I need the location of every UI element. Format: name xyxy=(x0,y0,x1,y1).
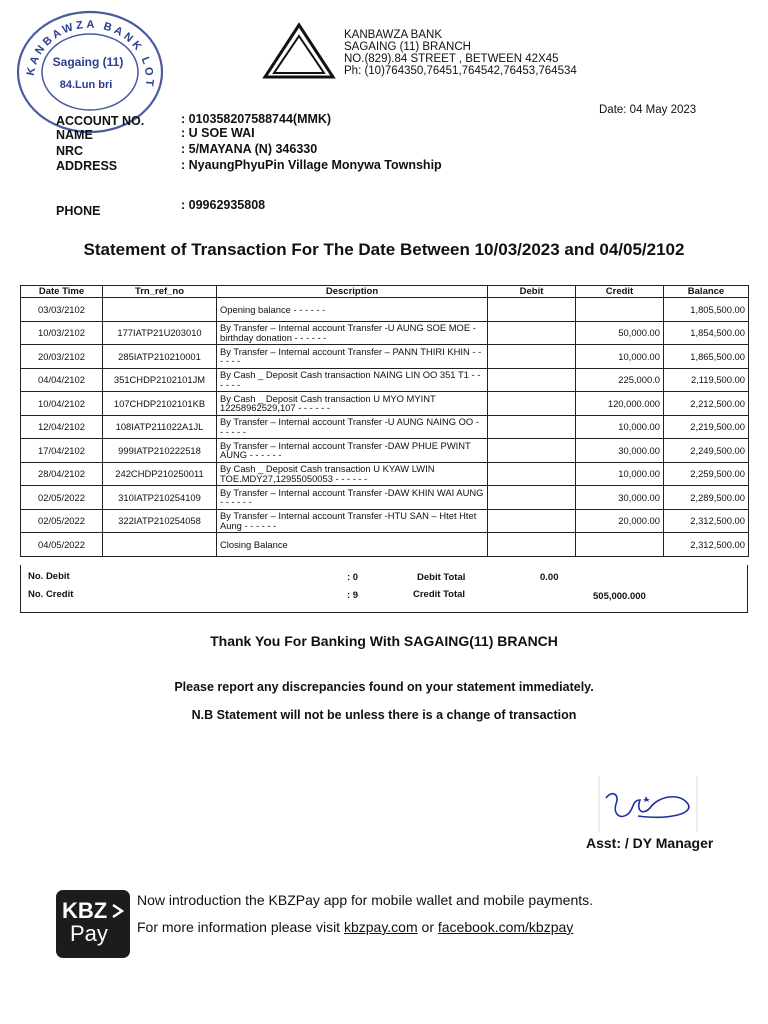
cell-ref: 322IATP210254058 xyxy=(103,509,217,533)
cell-date: 17/04/2102 xyxy=(21,439,103,463)
no-credit-label: No. Credit xyxy=(28,589,74,600)
address-label: ADDRESS xyxy=(56,159,118,173)
cell-date: 04/05/2022 xyxy=(21,533,103,557)
debit-total-label: Debit Total xyxy=(417,572,466,583)
cell-ref: 310IATP210254109 xyxy=(103,486,217,510)
kbzpay-website-link[interactable]: kbzpay.com xyxy=(343,919,418,935)
debit-total-value: 0.00 xyxy=(540,572,559,583)
table-body xyxy=(21,298,749,557)
phone-label: PHONE xyxy=(56,204,101,218)
cell-credit: 50,000.00 xyxy=(576,321,664,345)
kbzpay-facebook-link[interactable]: facebook.com/kbzpay xyxy=(437,919,574,935)
table-row xyxy=(21,462,749,486)
table-row xyxy=(21,392,749,416)
cell-description: By Transfer – Internal account Transfer -HTU SAN – Htet Htet Aung - - - - - - xyxy=(217,509,488,533)
credit-total-value: 505,000.000 xyxy=(593,591,646,602)
cell-description: By Transfer – Internal account Transfer -U AUNG SOE MOE -birthday donation - - - - - - xyxy=(217,321,488,345)
cell-balance: 1,805,500.00 xyxy=(664,298,749,322)
cell-ref: 285IATP210210001 xyxy=(103,345,217,369)
cell-description: By Cash _ Deposit Cash transaction U MYO MYINT 12258962529,107 - - - - - - xyxy=(217,392,488,416)
table-row xyxy=(21,415,749,439)
kbzpay-logo-top: KBZ xyxy=(62,898,108,923)
cell-date: 02/05/2022 xyxy=(21,486,103,510)
table-row xyxy=(21,509,749,533)
table-row xyxy=(21,298,749,322)
cell-balance: 1,854,500.00 xyxy=(664,321,749,345)
note-message: N.B Statement will not be unless there is a change of transaction xyxy=(191,708,577,722)
cell-date: 10/03/2102 xyxy=(21,321,103,345)
table-row xyxy=(21,345,749,369)
cell-credit: 120,000.000 xyxy=(576,392,664,416)
cell-description: By Transfer – Internal account Transfer – PANN THIRI KHIN - - - - - - xyxy=(217,345,488,369)
name-label: NAME xyxy=(56,128,93,142)
table-row xyxy=(21,439,749,463)
col-header: Date Time xyxy=(21,286,103,298)
statement-date: Date: 04 May 2023 xyxy=(599,104,697,116)
cell-debit xyxy=(488,298,576,322)
stamp-line2: 84.Lun bri xyxy=(59,79,113,91)
bank-info xyxy=(344,29,577,77)
cell-credit xyxy=(576,298,664,322)
cell-ref: 999IATP210222518 xyxy=(103,439,217,463)
stamp-ring-text: KANBAWZA BANK LOT xyxy=(24,18,156,90)
cell-debit xyxy=(488,439,576,463)
credit-total-label: Credit Total xyxy=(413,589,466,600)
cell-description: By Transfer – Internal account Transfer -DAW PHUE PWINT AUNG - - - - - - xyxy=(217,439,488,463)
table-row xyxy=(21,533,749,557)
signature xyxy=(598,776,698,832)
cell-date: 04/04/2102 xyxy=(21,368,103,392)
no-debit-label: No. Debit xyxy=(28,571,70,582)
col-header: Description xyxy=(217,286,488,298)
table-header-row xyxy=(21,286,749,298)
cell-credit: 20,000.00 xyxy=(576,509,664,533)
account-no-label: ACCOUNT NO. xyxy=(56,114,145,128)
col-header: Balance xyxy=(664,286,749,298)
col-header: Debit xyxy=(488,286,576,298)
promo-line1: Now introduction the KBZPay app for mobile wallet and mobile payments. xyxy=(137,892,594,908)
bank-phone: Ph: (10)764350,76451,764542,76453,764534 xyxy=(344,65,577,77)
cell-date: 02/05/2022 xyxy=(21,509,103,533)
cell-debit xyxy=(488,345,576,369)
cell-debit xyxy=(488,368,576,392)
cell-credit: 10,000.00 xyxy=(576,415,664,439)
cell-date: 12/04/2102 xyxy=(21,415,103,439)
cell-credit: 30,000.00 xyxy=(576,486,664,510)
promo-line2-mid: or xyxy=(417,919,438,935)
cell-debit xyxy=(488,509,576,533)
bank-branch: SAGAING (11) BRANCH xyxy=(344,41,471,53)
promo-line2-prefix: For more information please visit xyxy=(137,919,344,935)
cell-description: By Cash _ Deposit Cash transaction U KYAW LWIN TOE.MDY27,12955050053 - - - - - - xyxy=(217,462,488,486)
stamp-line1: Sagaing (11) xyxy=(52,55,124,69)
cell-date: 20/03/2102 xyxy=(21,345,103,369)
cell-debit xyxy=(488,415,576,439)
no-debit-value: : 0 xyxy=(347,572,359,583)
cell-description: Closing Balance xyxy=(217,533,488,557)
cell-date: 28/04/2102 xyxy=(21,462,103,486)
signer-title: Asst: / DY Manager xyxy=(586,835,714,851)
cell-date: 10/04/2102 xyxy=(21,392,103,416)
table-row xyxy=(21,486,749,510)
cell-credit: 30,000.00 xyxy=(576,439,664,463)
kbzpay-logo-bottom: Pay xyxy=(70,921,108,946)
cell-ref xyxy=(103,533,217,557)
bank-name: KANBAWZA BANK xyxy=(344,29,442,41)
name-value: : U SOE WAI xyxy=(181,126,255,140)
cell-description: By Transfer – Internal account Transfer -DAW KHIN WAI AUNG - - - - - - xyxy=(217,486,488,510)
address-value: : NyaungPhyuPin Village Monywa Township xyxy=(181,158,442,172)
cell-debit xyxy=(488,321,576,345)
cell-balance: 1,865,500.00 xyxy=(664,345,749,369)
table-row xyxy=(21,368,749,392)
cell-debit xyxy=(488,486,576,510)
account-no-value: : 010358207588744(MMK) xyxy=(181,112,332,126)
cell-description: By Transfer – Internal account Transfer -U AUNG NAING OO - - - - - - xyxy=(217,415,488,439)
transactions-table xyxy=(20,285,749,557)
cell-balance: 2,312,500.00 xyxy=(664,509,749,533)
cell-ref: 107CHDP2102101KB xyxy=(103,392,217,416)
cell-balance: 2,259,500.00 xyxy=(664,462,749,486)
thanks-message: Thank You For Banking With SAGAING(11) BRANCH xyxy=(210,633,558,649)
cell-balance: 2,119,500.00 xyxy=(664,368,749,392)
bank-address: NO.(829).84 STREET , BETWEEN 42X45 xyxy=(344,53,559,65)
col-header: Trn_ref_no xyxy=(103,286,217,298)
promo-line2 xyxy=(137,919,573,935)
col-header: Credit xyxy=(576,286,664,298)
cell-balance: 2,312,500.00 xyxy=(664,533,749,557)
statement-title: Statement of Transaction For The Date Between 10/03/2023 and 04/05/2102 xyxy=(83,240,685,259)
cell-balance: 2,249,500.00 xyxy=(664,439,749,463)
table-row xyxy=(21,321,749,345)
report-message: Please report any discrepancies found on your statement immediately. xyxy=(174,680,594,694)
no-credit-value: : 9 xyxy=(347,590,359,601)
cell-ref: 177IATP21U203010 xyxy=(103,321,217,345)
cell-credit: 10,000.00 xyxy=(576,345,664,369)
cell-balance: 2,289,500.00 xyxy=(664,486,749,510)
kbzpay-chevron-icon xyxy=(112,904,124,918)
totals-summary xyxy=(20,565,748,613)
cell-balance: 2,212,500.00 xyxy=(664,392,749,416)
cell-ref: 351CHDP2102101JM xyxy=(103,368,217,392)
cell-ref: 242CHDP210250011 xyxy=(103,462,217,486)
kbzpay-logo xyxy=(56,890,130,958)
cell-ref xyxy=(103,298,217,322)
nrc-value: : 5/MAYANA (N) 346330 xyxy=(181,142,318,156)
cell-credit xyxy=(576,533,664,557)
cell-description: By Cash _ Deposit Cash transaction NAING LIN OO 351 T1 - - - - - - xyxy=(217,368,488,392)
cell-debit xyxy=(488,533,576,557)
nrc-label: NRC xyxy=(56,144,84,158)
cell-ref: 108IATP211022A1JL xyxy=(103,415,217,439)
cell-debit xyxy=(488,392,576,416)
cell-date: 03/03/2102 xyxy=(21,298,103,322)
cell-credit: 10,000.00 xyxy=(576,462,664,486)
cell-credit: 225,000.0 xyxy=(576,368,664,392)
bank-logo xyxy=(262,22,336,80)
phone-value: : 09962935808 xyxy=(181,198,266,212)
cell-description: Opening balance - - - - - - xyxy=(217,298,488,322)
cell-debit xyxy=(488,462,576,486)
cell-balance: 2,219,500.00 xyxy=(664,415,749,439)
